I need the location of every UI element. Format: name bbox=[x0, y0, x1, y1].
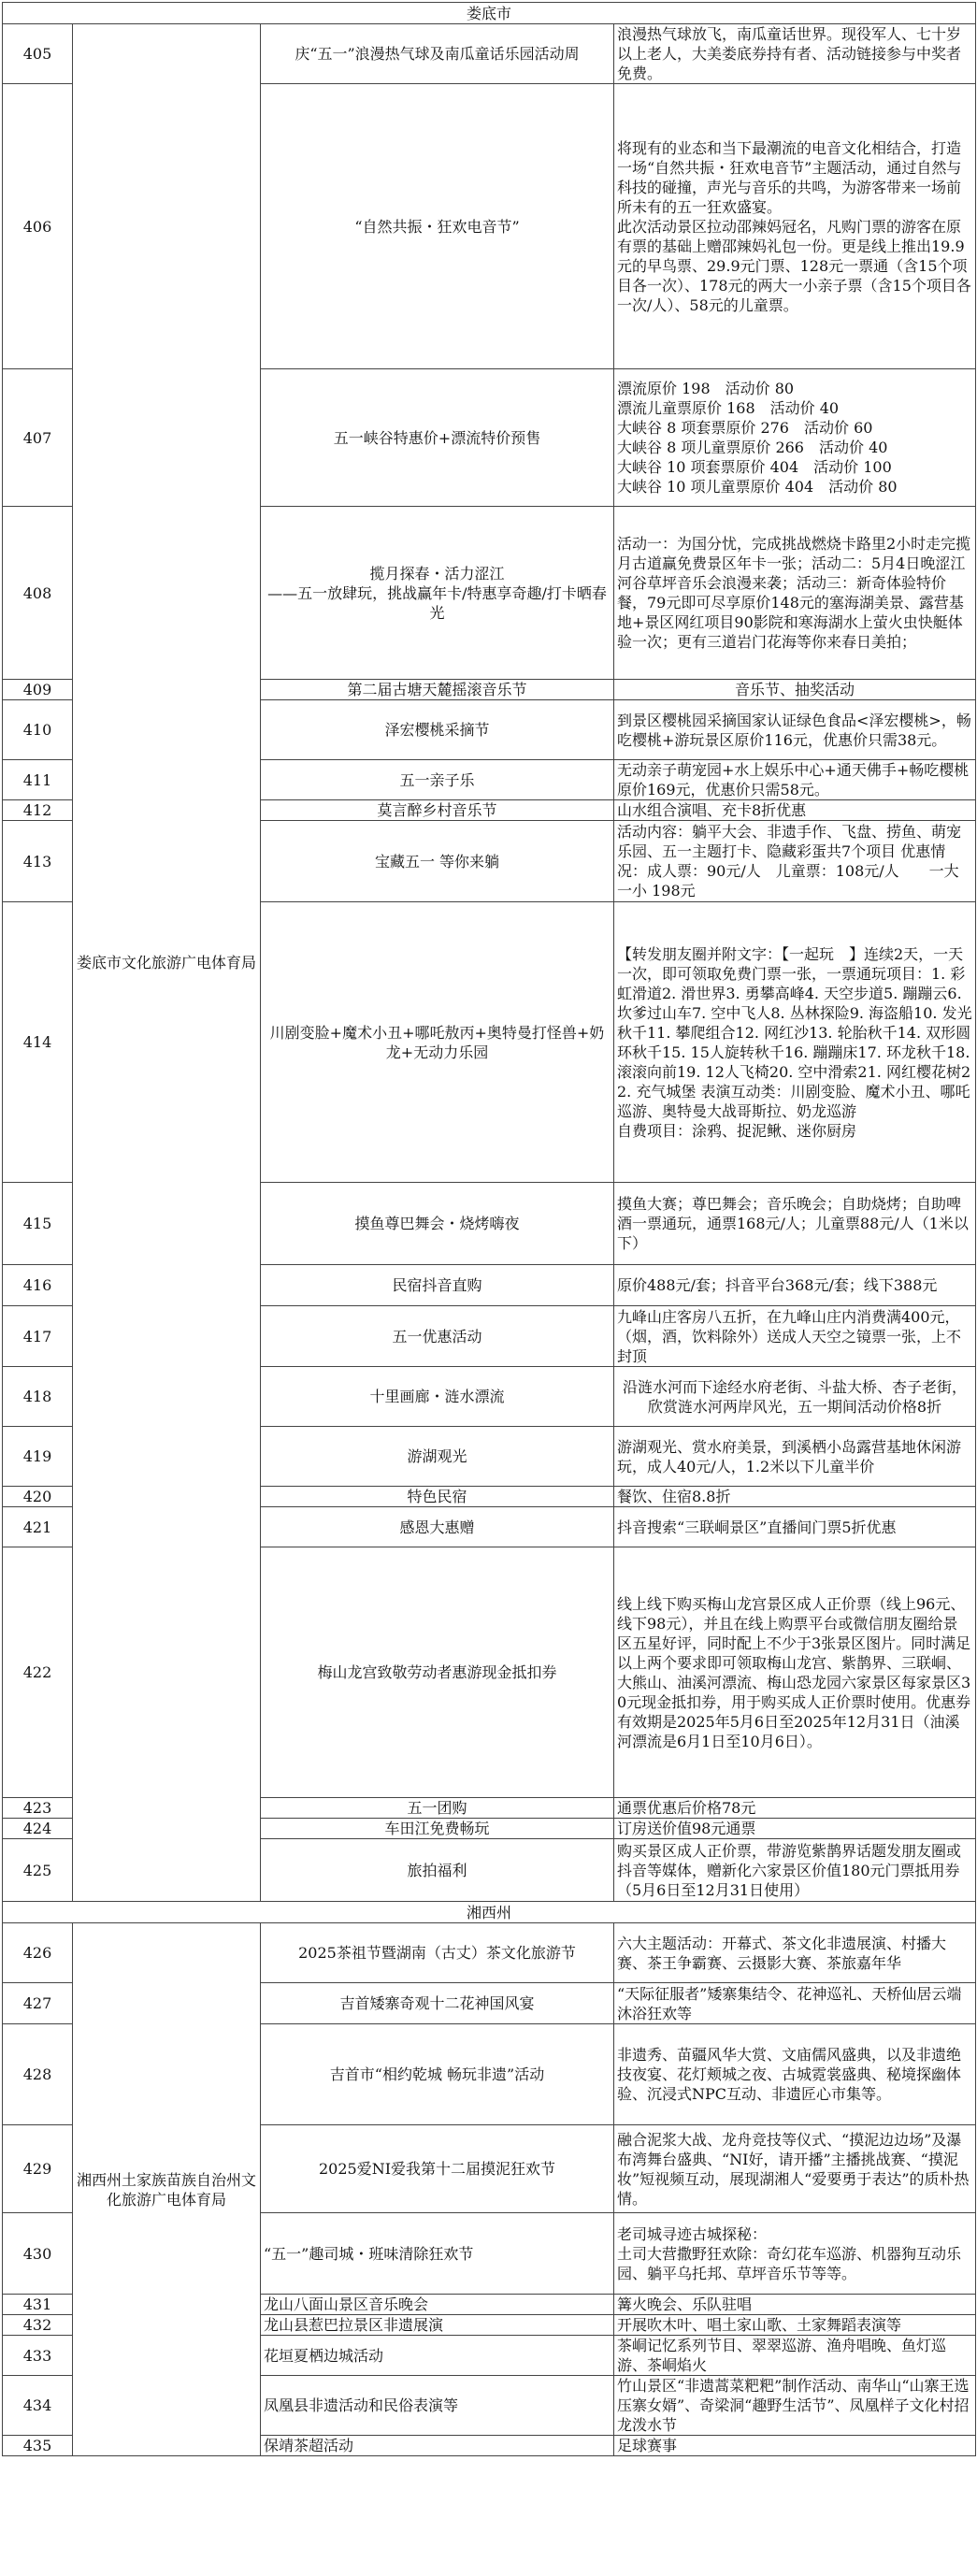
activity-name: 梅山龙宫致敬劳动者惠游现金抵扣券 bbox=[261, 1547, 614, 1798]
activity-name: 车田江免费畅玩 bbox=[261, 1819, 614, 1839]
row-number: 406 bbox=[3, 84, 73, 369]
row-number: 408 bbox=[3, 507, 73, 680]
activity-description: 到景区樱桃园采摘国家认证绿色食品<泽宏樱桃>，畅吃樱桃+游玩景区原价116元，优惠价只需38元。 bbox=[614, 700, 976, 760]
activity-description: 游湖观光、赏水府美景，到溪栖小岛露营基地休闲游玩，成人40元/人，1.2米以下儿童半价 bbox=[614, 1427, 976, 1487]
row-number: 427 bbox=[3, 1983, 73, 2024]
activity-name: 泽宏樱桃采摘节 bbox=[261, 700, 614, 760]
row-number: 411 bbox=[3, 760, 73, 800]
activity-description: 活动内容：躺平大会、非遗手作、飞盘、捞鱼、萌宠乐园、五一主题打卡、隐藏彩蛋共7个项目 优惠情况：成人票：90元/人 儿童票：108元/人 一大一小 198元 bbox=[614, 821, 976, 902]
activity-name: 凤凰县非遗活动和民俗表演等 bbox=[261, 2376, 614, 2436]
activity-name: 龙山八面山景区音乐晚会 bbox=[261, 2295, 614, 2315]
row-number: 435 bbox=[3, 2436, 73, 2456]
row-number: 432 bbox=[3, 2315, 73, 2336]
activity-description: 线上线下购买梅山龙宫景区成人正价票（线上96元、线下98元），并且在线上购票平台或微信朋友圈给景区五星好评，同时配上不少于3张景区图片。同时满足以上两个要求即可领取梅山龙宫、紫鹊界、三联峒、大熊山、油溪河漂流、梅山恐龙园六家景区每家景区30元现金抵扣券，用于购买成人正价票时使用。优惠券有效期是2025年5月6日至2025年12月31日（油溪河漂流是6月1日至10月6日）。 bbox=[614, 1547, 976, 1798]
activity-name: “自然共振・狂欢电音节” bbox=[261, 84, 614, 369]
activity-description: 餐饮、住宿8.8折 bbox=[614, 1487, 976, 1507]
activity-name: 五一峡谷特惠价+漂流特价预售 bbox=[261, 369, 614, 507]
activity-description: 山水组合演唱、充卡8折优惠 bbox=[614, 800, 976, 821]
activity-name: 游湖观光 bbox=[261, 1427, 614, 1487]
section-title: 湘西州 bbox=[3, 1902, 976, 1923]
activity-name: 五一亲子乐 bbox=[261, 760, 614, 800]
activity-description: 购买景区成人正价票，带游览紫鹊界话题发朋友圈或抖音等媒体，赠新化六家景区价值180元门票抵用券（5月6日至12月31日使用） bbox=[614, 1839, 976, 1902]
activity-name: 旅拍福利 bbox=[261, 1839, 614, 1902]
activity-name: 揽月探春・活力涩江 ——五一放肆玩，挑战赢年卡/特惠享奇趣/打卡晒春光 bbox=[261, 507, 614, 680]
activity-name: 2025茶祖节暨湖南（古丈）茶文化旅游节 bbox=[261, 1923, 614, 1983]
activity-description: 无动亲子萌宠园+水上娱乐中心+通天佛手+畅吃樱桃原价169元，优惠价只需58元。 bbox=[614, 760, 976, 800]
activity-description: 足球赛事 bbox=[614, 2436, 976, 2456]
activity-description: 篝火晚会、乐队驻唱 bbox=[614, 2295, 976, 2315]
activity-name: 保靖茶超活动 bbox=[261, 2436, 614, 2456]
row-number: 424 bbox=[3, 1819, 73, 1839]
activity-name: 五一优惠活动 bbox=[261, 1306, 614, 1367]
activity-description: 茶峒记忆系列节目、翠翠巡游、渔舟唱晚、鱼灯巡游、茶峒焰火 bbox=[614, 2336, 976, 2376]
activity-description: 活动一：为国分忧，完成挑战燃烧卡路里2小时走完揽月古道赢免费景区年卡一张；活动二：5月4日晚涩江河谷草坪音乐会浪漫来袭；活动三：新奇体验特价餐，79元即可尽享原价148元的塞海湖美景、露营基地+景区网红项目90影院和寒海湖水上萤火虫快艇体验一次；更有三道岩门花海等你来春日美拍； bbox=[614, 507, 976, 680]
activity-name: 第二届古塘天麓摇滚音乐节 bbox=[261, 680, 614, 700]
row-number: 407 bbox=[3, 369, 73, 507]
row-number: 414 bbox=[3, 902, 73, 1183]
row-number: 421 bbox=[3, 1507, 73, 1547]
section-header-row bbox=[3, 3, 976, 24]
row-number: 429 bbox=[3, 2125, 73, 2213]
activity-name: 特色民宿 bbox=[261, 1487, 614, 1507]
activity-table bbox=[2, 2, 976, 2456]
row-number: 405 bbox=[3, 24, 73, 84]
row-number: 425 bbox=[3, 1839, 73, 1902]
activity-description: 音乐节、抽奖活动 bbox=[614, 680, 976, 700]
table-body bbox=[3, 3, 976, 2456]
activity-description: 老司城寻迹古城探秘： 土司大营撒野狂欢除：奇幻花车巡游、机器狗互动乐园、躺平乌托邦、草坪音乐节等等。 bbox=[614, 2213, 976, 2295]
row-number: 409 bbox=[3, 680, 73, 700]
activity-name: 五一团购 bbox=[261, 1798, 614, 1819]
activity-description: 融合泥浆大战、龙舟竞技等仪式、“摸泥边边场”及瀑布湾舞台盛典、“NI好，请开播”主播挑战赛、“摸泥妆”短视频互动，展现湖湘人“爱要勇于表达”的质朴热情。 bbox=[614, 2125, 976, 2213]
row-number: 420 bbox=[3, 1487, 73, 1507]
activity-description: 开展吹木叶、唱土家山歌、土家舞蹈表演等 bbox=[614, 2315, 976, 2336]
activity-name: 感恩大惠赠 bbox=[261, 1507, 614, 1547]
activity-description: 将现有的业态和当下最潮流的电音文化相结合，打造一场“自然共振・狂欢电音节”主题活动，通过自然与科技的碰撞，声光与音乐的共鸣，为游客带来一场前所未有的五一狂欢盛宴。 此次活动景区拉动邵辣妈冠名，凡购门票的游客在原有票的基础上赠邵辣妈礼包一份。更是线上推出19.9元的早鸟票、29.9元门票、128元一票通（含15个项目各一次）、178元的两大一小亲子票（含15个项目各一次/人）、58元的儿童票。 bbox=[614, 84, 976, 369]
activity-description: 通票优惠后价格78元 bbox=[614, 1798, 976, 1819]
activity-description: 【转发朋友圈并附文字：【一起玩 】连续2天，一天一次，即可领取免费门票一张，一票通玩项目：1. 彩虹滑道2. 滑世界3. 勇攀高峰4. 天空步道5. 蹦蹦云6. 坎爹过山车7. 空中飞人8. 丛林探险9. 海盗船10. 发光秋千11. 攀爬组合12. 网红沙13. 轮胎秋千14. 双形圆环秋千15. 15人旋转秋千16. 蹦蹦床17. 环龙秋千18. 滚滚向前19. 12人飞椅20. 空中滑索21. 网红樱花树22. 充气城堡 表演互动类：川剧变脸、魔术小丑、哪吒巡游、奥特曼大战哥斯拉、奶龙巡游 自费项目：涂鸦、捉泥鳅、迷你厨房 bbox=[614, 902, 976, 1183]
section-title: 娄底市 bbox=[3, 3, 976, 24]
activity-name: 吉首矮寨奇观十二花神国风宴 bbox=[261, 1983, 614, 2024]
row-number: 413 bbox=[3, 821, 73, 902]
row-number: 412 bbox=[3, 800, 73, 821]
activity-name: 川剧变脸+魔术小丑+哪吒敖丙+奥特曼打怪兽+奶龙+无动力乐园 bbox=[261, 902, 614, 1183]
activity-description: 订房送价值98元通票 bbox=[614, 1819, 976, 1839]
row-number: 426 bbox=[3, 1923, 73, 1983]
row-number: 422 bbox=[3, 1547, 73, 1798]
row-number: 410 bbox=[3, 700, 73, 760]
table-row bbox=[3, 24, 976, 84]
activity-description: 原价488元/套；抖音平台368元/套；线下388元 bbox=[614, 1265, 976, 1306]
row-number: 428 bbox=[3, 2024, 73, 2125]
row-number: 419 bbox=[3, 1427, 73, 1487]
activity-name: 民宿抖音直购 bbox=[261, 1265, 614, 1306]
activity-name: 花垣夏栖边城活动 bbox=[261, 2336, 614, 2376]
activity-name: “五一”趣司城・班味清除狂欢节 bbox=[261, 2213, 614, 2295]
activity-name: 莫言醉乡村音乐节 bbox=[261, 800, 614, 821]
row-number: 431 bbox=[3, 2295, 73, 2315]
activity-description: 抖音搜索“三联峒景区”直播间门票5折优惠 bbox=[614, 1507, 976, 1547]
activity-description: 非遗秀、苗疆风华大赏、文庙儒风盛典，以及非遗绝技夜宴、花灯颊城之夜、古城霓裳盛典、秘境探幽体验、沉浸式NPC互动、非遗匠心市集等。 bbox=[614, 2024, 976, 2125]
activity-name: 庆“五一”浪漫热气球及南瓜童话乐园活动周 bbox=[261, 24, 614, 84]
row-number: 415 bbox=[3, 1183, 73, 1265]
activity-description: 竹山景区“非遗蒿菜粑粑”制作活动、南华山“山寨王选压寨女婿”、奇梁洞“趣野生活节”、凤凰样子文化村招龙泼水节 bbox=[614, 2376, 976, 2436]
activity-description: 浪漫热气球放飞，南瓜童话世界。现役军人、七十岁以上老人，大美娄底券持有者、活动链接参与中奖者免费。 bbox=[614, 24, 976, 84]
activity-name: 2025爱NI爱我第十二届摸泥狂欢节 bbox=[261, 2125, 614, 2213]
activity-description: 九峰山庄客房八五折，在九峰山庄内消费满400元，（烟，酒，饮料除外）送成人天空之镜票一张，上不封顶 bbox=[614, 1306, 976, 1367]
activity-name: 摸鱼尊巴舞会・烧烤嗨夜 bbox=[261, 1183, 614, 1265]
row-number: 430 bbox=[3, 2213, 73, 2295]
organizer-cell: 娄底市文化旅游广电体育局 bbox=[73, 24, 261, 1902]
organizer-cell: 湘西州土家族苗族自治州文化旅游广电体育局 bbox=[73, 1923, 261, 2456]
activity-description: 漂流原价 198 活动价 80 漂流儿童票原价 168 活动价 40 大峡谷 8 项套票原价 276 活动价 60 大峡谷 8 项儿童票原价 266 活动价 40 大峡谷 10 项套票原价 404 活动价 100 大峡谷 10 项儿童票原价 404 活动价 80 bbox=[614, 369, 976, 507]
activity-description: 摸鱼大赛；尊巴舞会；音乐晚会；自助烧烤；自助啤酒一票通玩，通票168元/人；儿童票88元/人（1米以下） bbox=[614, 1183, 976, 1265]
activity-description: 沿涟水河而下途经水府老街、斗盐大桥、杏子老街，欣赏涟水河两岸风光，五一期间活动价格8折 bbox=[614, 1367, 976, 1427]
row-number: 416 bbox=[3, 1265, 73, 1306]
activity-name: 龙山县惹巴拉景区非遗展演 bbox=[261, 2315, 614, 2336]
row-number: 434 bbox=[3, 2376, 73, 2436]
activity-name: 十里画廊・涟水漂流 bbox=[261, 1367, 614, 1427]
section-header-row bbox=[3, 1902, 976, 1923]
table-row bbox=[3, 1923, 976, 1983]
row-number: 433 bbox=[3, 2336, 73, 2376]
activity-name: 吉首市“相约乾城 畅玩非遗”活动 bbox=[261, 2024, 614, 2125]
activity-name: 宝藏五一 等你来躺 bbox=[261, 821, 614, 902]
activity-description: 六大主题活动：开幕式、茶文化非遗展演、村播大赛、茶王争霸赛、云摄影大赛、茶旅嘉年华 bbox=[614, 1923, 976, 1983]
row-number: 417 bbox=[3, 1306, 73, 1367]
row-number: 423 bbox=[3, 1798, 73, 1819]
activity-description: “天际征服者”矮寨集结令、花神巡礼、天桥仙居云端沐浴狂欢等 bbox=[614, 1983, 976, 2024]
row-number: 418 bbox=[3, 1367, 73, 1427]
